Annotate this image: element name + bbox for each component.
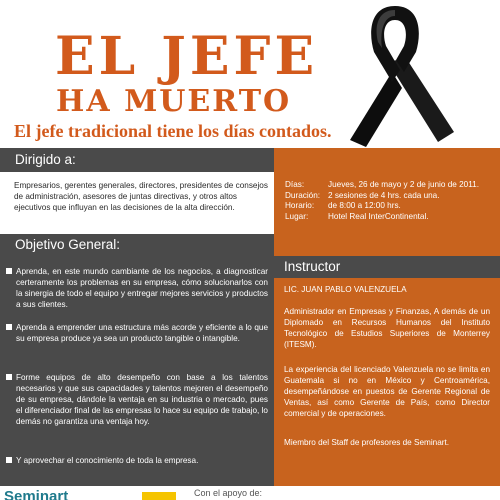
bullet-text: Forme equipos de alto desempeño con base a los talentos necesarios y que sus capacidades y talentos mejoren el desempeño de su empresa, dándole la ventaja en su industria o mercado, pues el diferenciador final de las empresas lo hace su equipo de trabajo, lo demás no garantiza una ventaja hoy. xyxy=(16,373,268,426)
schedule-label: Lugar: xyxy=(285,211,309,221)
objetivo-bullet xyxy=(6,266,268,310)
bullet-text: Y aprovechar el conocimiento de toda la empresa. xyxy=(16,456,199,465)
mourning-ribbon-icon xyxy=(330,2,460,147)
schedule-row-place xyxy=(285,212,500,223)
schedule-label: Duración: xyxy=(285,190,321,200)
schedule-row-duration xyxy=(285,191,500,202)
apoyo-text: Con el apoyo de: xyxy=(194,488,263,498)
schedule-block xyxy=(285,180,500,222)
subtitle: El jefe tradicional tiene los días contados. xyxy=(14,121,332,141)
square-bullet-icon xyxy=(6,374,12,380)
footer xyxy=(0,486,500,500)
bullet-text: Aprenda a emprender una estructura más acorde y eficiente a lo que su empresa produce ya sea un producto tangible o intangible. xyxy=(16,323,268,343)
schedule-value: Jueves, 26 de mayo y 2 de junio de 2011. xyxy=(328,180,479,189)
sponsor-logo-block xyxy=(142,492,176,500)
bullet-text: Aprenda, en este mundo cambiante de los negocios, a diagnosticar certeramente los problemas en su empresa, cómo solucionarlos con la sinergia de todo el equipo y entregar mejores servicios y productos a sus clientes. xyxy=(16,267,268,309)
schedule-value: 2 sesiones de 4 hrs. cada una. xyxy=(328,190,440,200)
dirigido-text: Empresarios, gerentes generales, directores, presidentes de consejos de administración, asesores de juntas directivas, y otros altos ejecutivos que influyan en las decisiones de la alta dirección. xyxy=(14,181,268,212)
square-bullet-icon xyxy=(6,324,12,330)
objetivo-bullet xyxy=(6,372,268,427)
title-line2: HA MUERTO xyxy=(56,84,292,119)
square-bullet-icon xyxy=(6,268,12,274)
schedule-label: Días: xyxy=(285,180,305,189)
schedule-value: Hotel Real InterContinental. xyxy=(328,211,429,221)
title-line1: EL JEFE xyxy=(55,26,319,87)
objetivo-bullet xyxy=(6,322,268,344)
instructor-bio-2: La experiencia del licenciado Valenzuela no se limita en Guatemala si no en México y Centroamérica, desempeñándose en puestos de Gerente Regional de Ventas, así como Gerente de País, como Director comercial y de operaciones. xyxy=(284,365,490,418)
header xyxy=(0,0,500,148)
square-bullet-icon xyxy=(6,457,12,463)
schedule-row-time xyxy=(285,201,500,212)
schedule-value: de 8:00 a 12:00 hrs. xyxy=(328,201,401,210)
dirigido-heading: Dirigido a: xyxy=(0,148,274,172)
instructor-heading: Instructor xyxy=(274,256,500,278)
schedule-label: Horario: xyxy=(285,201,315,210)
seminart-logo: Seminart xyxy=(4,488,69,500)
objetivo-bullet xyxy=(6,455,268,466)
instructor-bio-1: Administrador en Empresas y Finanzas, A demás de un Diplomado en Recursos Humanos del Instituto Tecnológico de Estudios Superiores de Monterrey (ITESM). xyxy=(284,307,490,349)
instructor-name: LIC. JUAN PABLO VALENZUELA xyxy=(284,285,407,294)
instructor-bio-3: Miembro del Staff de profesores de Seminart. xyxy=(284,438,450,447)
schedule-row-days xyxy=(285,180,500,191)
objetivo-heading: Objetivo General: xyxy=(0,234,274,256)
